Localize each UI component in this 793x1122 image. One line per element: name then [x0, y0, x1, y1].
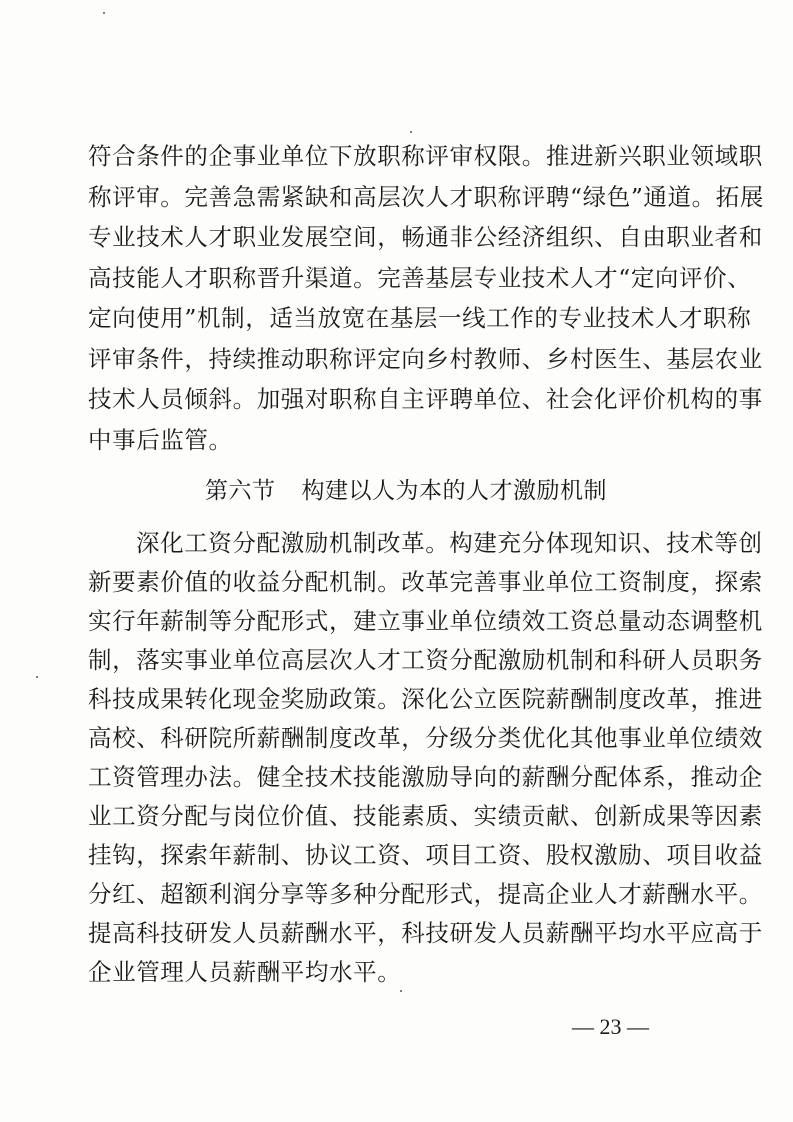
body-text-line: 中事后监管。	[88, 426, 233, 454]
body-text-line: 挂钩，探索年薪制、协议工资、项目工资、股权激励、项目收益	[88, 841, 763, 869]
body-text-line: 分红、超额利润分享等多种分配形式，提高企业人才薪酬水平。	[88, 880, 763, 908]
scan-speck	[36, 676, 38, 678]
body-text-line: 专业技术人才职业发展空间，畅通非公经济组织、自由职业者和	[88, 223, 763, 252]
scan-speck	[103, 12, 105, 14]
scan-speck	[400, 990, 402, 992]
body-text-line: 技术人员倾斜。加强对职称自主评聘单位、社会化评价机构的事	[88, 385, 763, 414]
page-number: — 23 —	[572, 1014, 649, 1039]
section-number: 第六节	[205, 478, 276, 504]
section-title: 构建以人为本的人才激励机制	[301, 478, 607, 504]
body-text-line: 工资管理办法。健全技术技能激励导向的薪酬分配体系，推动企	[88, 763, 763, 791]
body-text-line: 评审条件，持续推动职称评定向乡村教师、乡村医生、基层农业	[88, 344, 763, 373]
body-text-line: 制，落实事业单位高层次人才工资分配激励机制和科研人员职务	[88, 646, 763, 674]
body-text-line: 新要素价值的收益分配机制。改革完善事业单位工资制度，探索	[88, 568, 763, 596]
scan-speck	[410, 131, 412, 133]
body-text-line: 符合条件的企事业单位下放职称评审权限。推进新兴职业领域职	[88, 142, 763, 170]
section-heading	[205, 476, 607, 506]
body-text-line: 业工资分配与岗位价值、技能素质、实绩贡献、创新成果等因素	[88, 802, 763, 830]
body-text-line: 深化工资分配激励机制改革。构建充分体现知识、技术等创	[136, 529, 763, 557]
body-text-line: 定向使用”机制，适当放宽在基层一线工作的专业技术人才职称	[88, 304, 752, 333]
body-text-line: 企业管理人员薪酬平均水平。	[88, 958, 402, 986]
body-text-line: 科技成果转化现金奖励政策。深化公立医院薪酬制度改革，推进	[88, 685, 763, 713]
body-text-line: 提高科技研发人员薪酬水平，科技研发人员薪酬平均水平应高于	[88, 919, 763, 947]
body-text-line: 称评审。完善急需紧缺和高层次人才职称评聘“绿色”通道。拓展	[88, 182, 764, 211]
body-text-line: 高技能人才职称晋升渠道。完善基层专业技术人才“定向评价、	[88, 263, 752, 292]
body-text-line: 实行年薪制等分配形式，建立事业单位绩效工资总量动态调整机	[88, 607, 763, 635]
body-text-line: 高校、科研院所薪酬制度改革，分级分类优化其他事业单位绩效	[88, 724, 763, 752]
